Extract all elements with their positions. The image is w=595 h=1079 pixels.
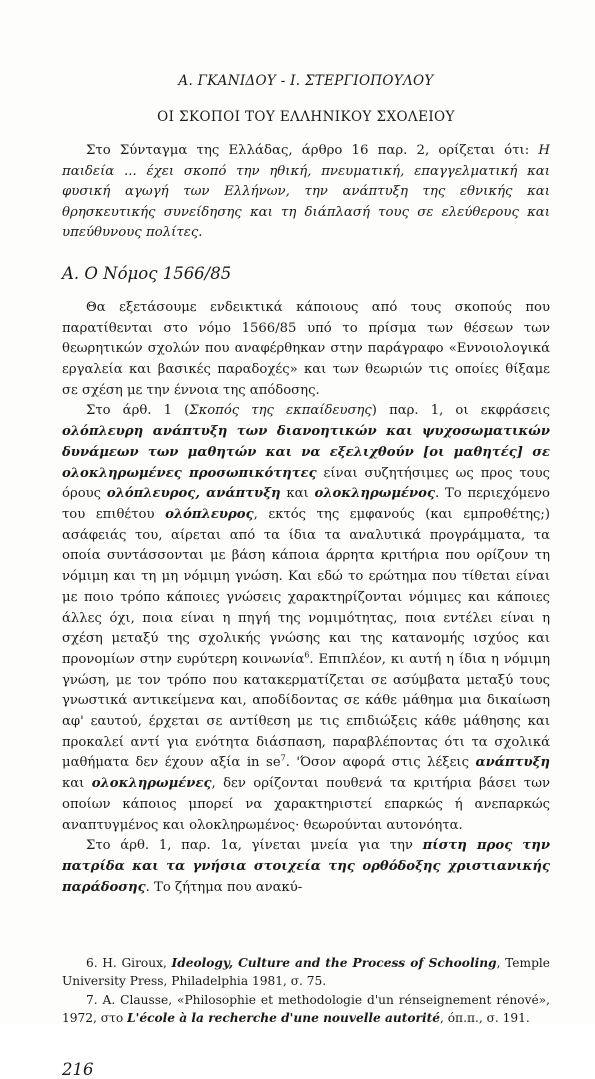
text-span: και (62, 776, 92, 792)
intro-text: Στο Σύνταγμα της Ελλάδας, άρθρο 16 παρ. 2, ορίζεται ότι: (86, 143, 539, 158)
intro-paragraph (62, 141, 550, 244)
text-span: Στο άρθ. 1 ( (86, 403, 190, 419)
text-span: . Το ζήτημα που ανακύ- (145, 879, 303, 895)
emphasis-phrase: ανάπτυξη (475, 755, 550, 771)
footnote-7 (62, 992, 550, 1027)
text-span: και (280, 486, 315, 502)
body-text (62, 298, 550, 898)
text-span: ) παρ. 1, οι εκφράσεις (371, 403, 550, 419)
emphasis-phrase: ολόπλευρος (165, 507, 254, 522)
constitution-quote: Η παιδεία ... έχει σκοπό την ηθική, πνευματική, επαγγελματική και φυσική αγωγή των Ελλήνων, την ανάπτυξη της εθνικής και θρησκευτικής συνείδησης και τη διάπλασή τους σε ελεύθερους και υπεύθυνους πολίτες. (62, 143, 550, 241)
section-heading: Α. Ο Νόμος 1566/85 (62, 263, 232, 283)
italic-phrase: Σκοπός της εκπαίδευσης (189, 403, 372, 419)
page-content (62, 73, 550, 1079)
emphasis-phrase: ολοκληρωμένες (91, 776, 212, 792)
paragraph-1: Θα εξετάσουμε ενδεικτικά κάποιους από τους σκοπούς που παρατίθενται στο νόμο 1566/85 υπό το πρίσμα των θέσεων των θεωρητικών σχολών που αναφέρθηκαν στην παράγραφο «Εννοιολογικά εργαλεία και βασικές παραδοχές» και των θεωριών τις οποίες θίξαμε σε σχέση με την έννοια της απόδοσης. (62, 299, 550, 398)
footnote-ref-6: 6 (304, 650, 310, 660)
page-number: 216 (62, 1060, 94, 1079)
text-span: , εκτός της εμφανούς (και εμπροθέτης;) ασάφειάς του, αίρεται από τα ίδια τα αναλυτικά προγράμματα, τα οποία συντάσσονται με βάση κάποια άρρητα κριτήρια που ορίζουν τη νόμιμη και τη μη νόμιμη γνώση. Και εδώ το ερώτημα που τίθεται είναι με ποιο τρόπο κάποιες γνώσεις χαρακτηρίζονται νόμιμες και κάποιες άλλες όχι, ποια είναι η πηγή της νομιμότητας, ποια εντέλει είναι η σχέση μεταξύ της σχολικής γνώσης και της κατανομής ισχύος και προνομίων στην ευρύτερη κοινωνία (62, 507, 550, 667)
chapter-title: ΟΙ ΣΚΟΠΟΙ ΤΟΥ ΕΛΛΗΝΙΚΟΥ ΣΧΟΛΕΙΟΥ (157, 109, 455, 125)
running-header-authors: Α. ΓΚΑΝΙΔΟΥ - Ι. ΣΤΕΡΓΙΟΠΟΥΛΟΥ (178, 73, 434, 89)
paragraph-2 (62, 401, 550, 836)
text-span: είναι συζητήσιμες ως προς τους όρους (62, 465, 551, 502)
footnote-text: 7. A. Clausse, «Philosophie et methodologie d'un rénseignement rénové», 1972, στο (62, 993, 550, 1025)
footnote-book-title: L'école à la recherche d'une nouvelle autorité (127, 1010, 440, 1025)
paragraph-3 (62, 836, 550, 898)
footnote-text: , όπ.π., σ. 191. (439, 1010, 530, 1025)
emphasis-phrase: ολόπλευρη ανάπτυξη των διανοητικών και ψυχοσωματικών δυνάμεων των μαθητών και να εξελιχθούν [οι μαθητές] σε ολοκληρωμένες προσωπικότητες (62, 424, 550, 481)
text-span: Στο άρθ. 1, παρ. 1α, γίνεται μνεία για την (86, 838, 423, 854)
text-span: . 'Όσον αφορά στις λέξεις (285, 755, 476, 771)
footnote-ref-7: 7 (280, 754, 286, 764)
text-span: . Το περιεχόμενο του επιθέτου (62, 486, 550, 522)
footnote-text: 6. H. Giroux, (86, 956, 172, 971)
footnote-6 (62, 955, 550, 990)
emphasis-phrase: πίστη προς την πατρίδα και τα γνήσια στοιχεία της ορθόδοξης χριστιανικής παράδοσης (62, 838, 550, 895)
emphasis-phrase: ολοκληρωμένος (314, 486, 435, 502)
text-span: , δεν ορίζονται πουθενά τα κριτήρια βάσει των οποίων κάποιος μπορεί να χαρακτηριστεί επαρκώς ή ανεπαρκώς αναπτυγμένος και ολοκληρωμένος· θεωρούνται αυτονόητα. (62, 776, 550, 833)
footnotes (62, 955, 550, 1027)
text-span: . Επιπλέον, κι αυτή η ίδια η νόμιμη γνώση, με τον τρόπο που κατακερματίζεται σε ασύμβατα μεταξύ τους γνωστικά αντικείμενα και, αποδίδοντας σε κάθε μάθημα μια δικαίωση αφ' εαυτού, έρχεται σε αντίθεση με τις επιδιώξεις κάθε μάθησης και προκαλεί αντί για ενότητα διάσπαση, παραβλέποντας ότι τα σχολικά μαθήματα δεν έχουν αξία in se (62, 651, 550, 771)
emphasis-phrase: ολόπλευρος, ανάπτυξη (106, 486, 281, 502)
footnote-text: , Temple University Press, Philadelphia 1981, σ. 75. (62, 956, 550, 988)
footnote-book-title: Ideology, Culture and the Process of Schooling (171, 956, 497, 971)
